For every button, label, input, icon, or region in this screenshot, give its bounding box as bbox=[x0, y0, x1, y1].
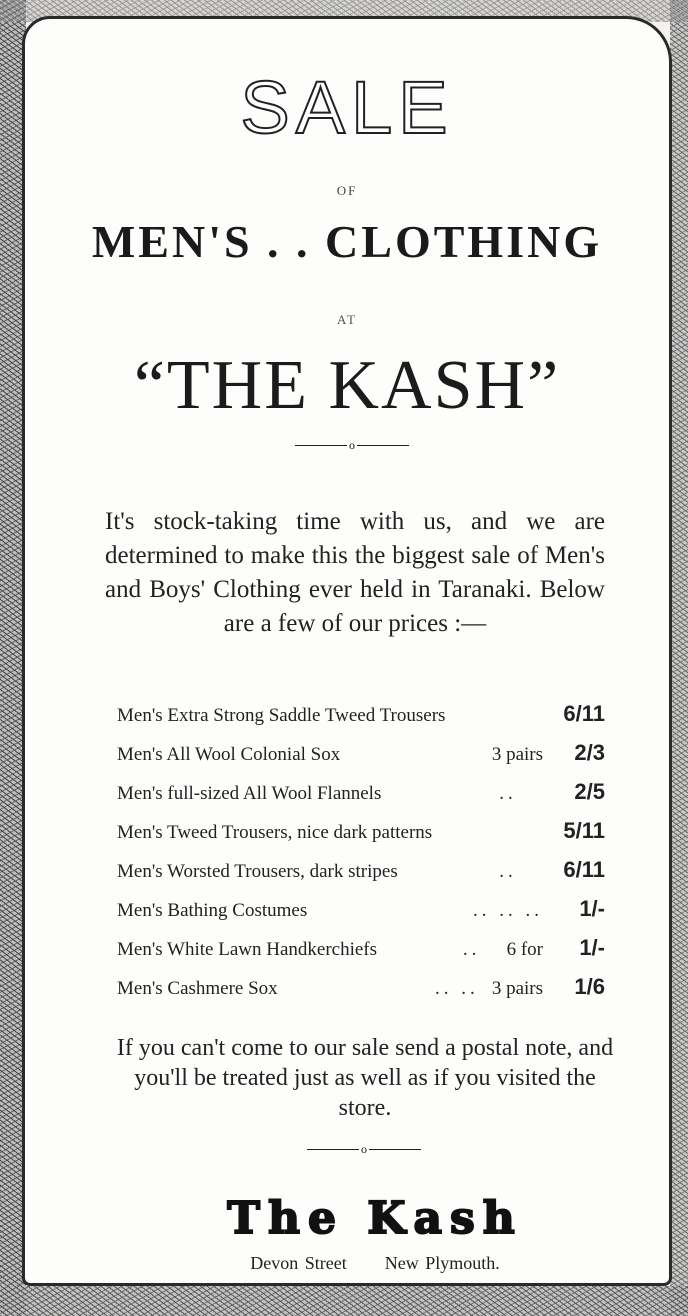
intro-paragraph: It's stock-taking time with us, and we are determined to make this the biggest sale of Men's and Boys' Clothing ever held in Taranaki. Below are a few of our prices :— bbox=[105, 508, 605, 637]
price-value: 6/11 bbox=[563, 701, 605, 726]
of-text: OF bbox=[336, 183, 358, 198]
divider-mark: o bbox=[361, 1142, 367, 1156]
price-value: 1/- bbox=[579, 896, 605, 921]
price-value: 2/5 bbox=[574, 779, 605, 804]
price-value: 1/6 bbox=[574, 974, 605, 999]
price-quantity: 3 pairs bbox=[491, 978, 543, 999]
at-text: AT bbox=[337, 312, 357, 327]
price-item: Men's Bathing Costumes bbox=[117, 900, 308, 921]
price-value: 5/11 bbox=[563, 818, 605, 843]
scan-edge-bottom bbox=[0, 1286, 688, 1316]
price-row bbox=[117, 896, 605, 935]
price-item: Men's All Wool Colonial Sox bbox=[117, 744, 341, 765]
price-row bbox=[117, 974, 605, 1013]
price-item: Men's Worsted Trousers, dark stripes bbox=[117, 861, 398, 882]
store-name-heading: “THE KASH” bbox=[133, 347, 561, 424]
advertisement-panel bbox=[22, 16, 672, 1286]
leader-dots: .. .. .. bbox=[473, 900, 543, 921]
price-item: Men's full-sized All Wool Flannels bbox=[117, 783, 382, 804]
price-item: Men's Cashmere Sox bbox=[117, 978, 278, 999]
price-row bbox=[117, 779, 605, 818]
store-address bbox=[125, 1253, 625, 1274]
price-item: Men's Tweed Trousers, nice dark patterns bbox=[117, 822, 433, 843]
leader-dots: .. bbox=[462, 939, 481, 960]
price-value: 6/11 bbox=[563, 857, 605, 882]
price-row bbox=[117, 740, 605, 779]
price-row bbox=[117, 818, 605, 857]
divider-mark: o bbox=[349, 438, 355, 452]
price-item: Men's White Lawn Handkerchiefs bbox=[117, 939, 378, 960]
price-row bbox=[117, 935, 605, 974]
store-brand-logo: The Kash bbox=[227, 1193, 523, 1244]
leader-dots: .. bbox=[499, 783, 517, 804]
divider-rule bbox=[295, 445, 347, 446]
sale-heading: SALE bbox=[240, 66, 454, 149]
price-list bbox=[117, 701, 605, 1013]
leader-dots: .. bbox=[499, 861, 517, 882]
price-row bbox=[117, 701, 605, 740]
price-value: 1/- bbox=[579, 935, 605, 960]
divider-rule bbox=[357, 445, 409, 446]
price-quantity: 6 for bbox=[506, 939, 543, 960]
divider-rule bbox=[369, 1149, 421, 1150]
mens-clothing-heading: MEN'S . . CLOTHING bbox=[91, 216, 603, 267]
address-street: Devon Street bbox=[250, 1253, 347, 1273]
price-quantity: 3 pairs bbox=[491, 744, 543, 765]
scan-edge-right bbox=[670, 0, 688, 1316]
address-town: New Plymouth. bbox=[384, 1253, 500, 1273]
divider-rule bbox=[307, 1149, 359, 1150]
price-item: Men's Extra Strong Saddle Tweed Trousers bbox=[117, 705, 446, 726]
price-value: 2/3 bbox=[574, 740, 605, 765]
divider-top bbox=[295, 439, 409, 451]
leader-dots: .. .. bbox=[434, 978, 479, 999]
closing-paragraph: If you can't come to our sale send a postal note, and you'll be treated just as well as if you visited the store. bbox=[116, 1035, 614, 1121]
price-row bbox=[117, 857, 605, 896]
divider-bottom bbox=[307, 1143, 421, 1155]
